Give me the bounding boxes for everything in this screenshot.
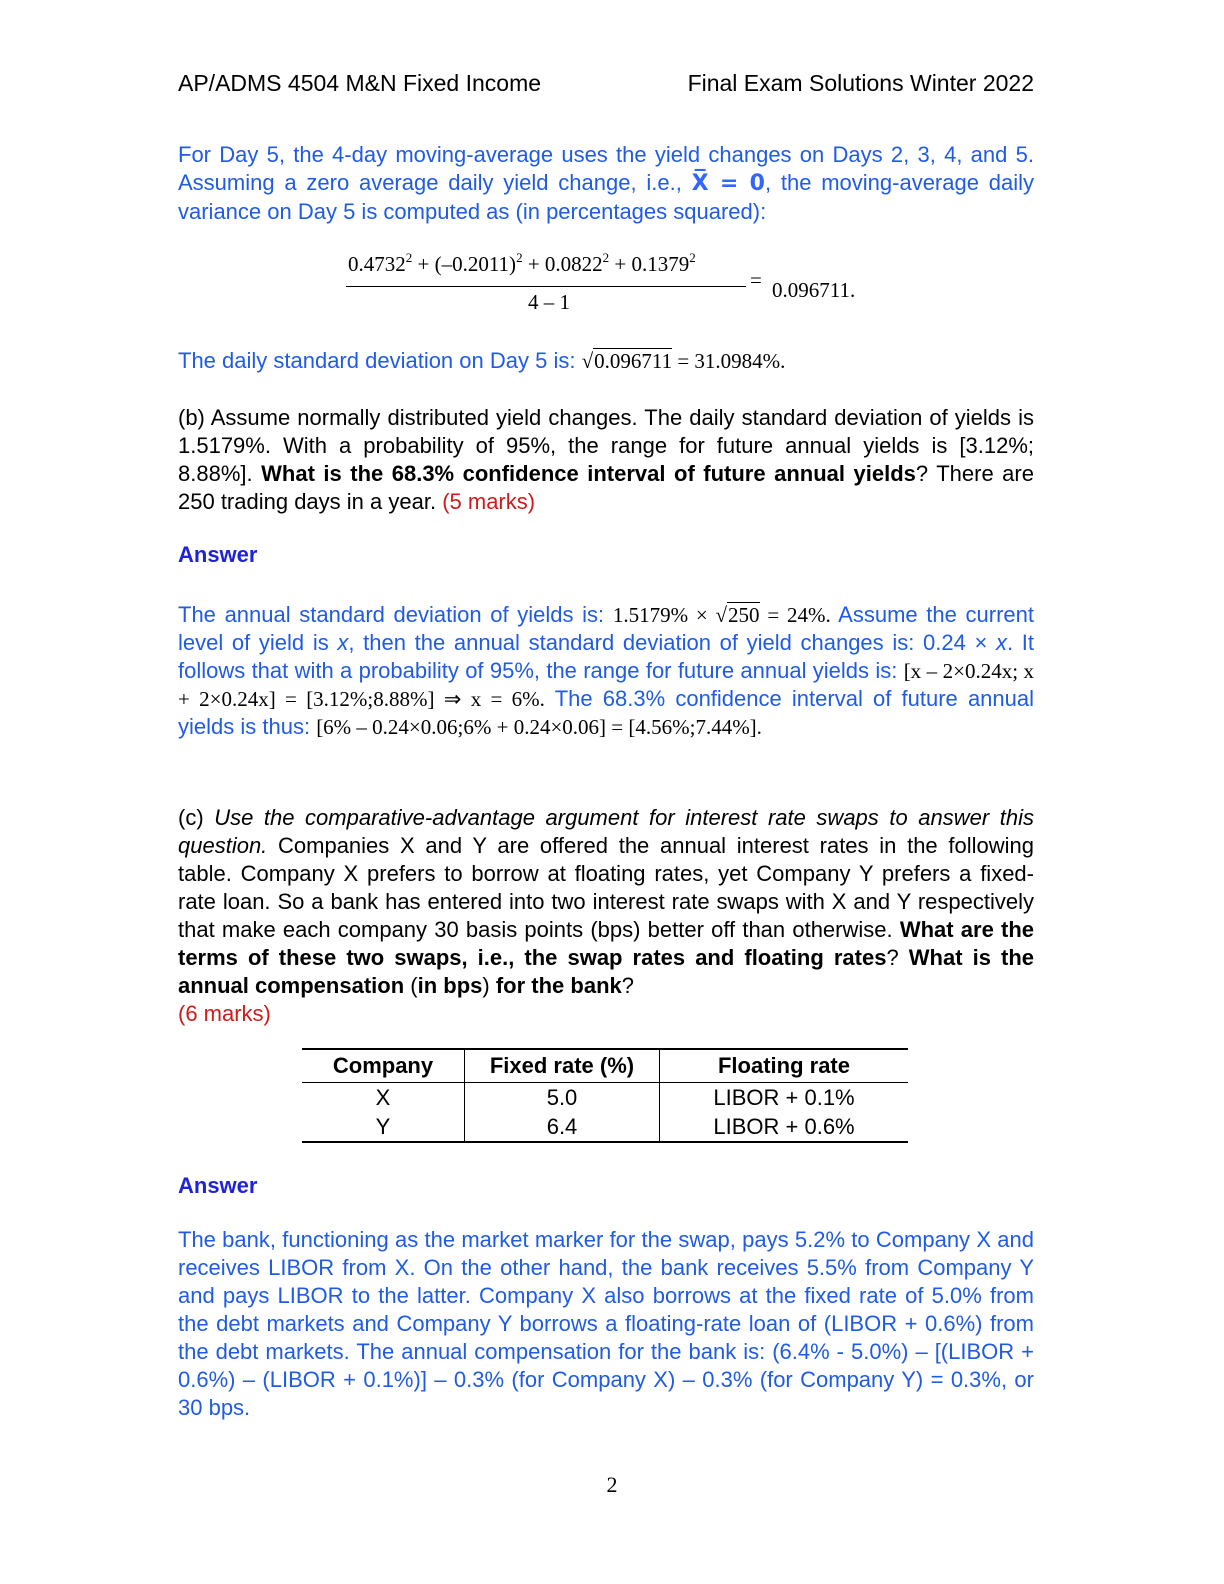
moving-average-text-end: , the moving-average daily variance on Day 5 is computed as (in percentages squared): (178, 170, 1034, 224)
answer-heading-c: Answer (178, 1173, 258, 1198)
question-c: (c) Use the comparative-advantage argument for interest rate swaps to answer this question. Companies X and Y are offered the annual interest rates in the following table. Company X prefers to borrow at floating rates, yet Company Y prefers a fixed-rate loan. So a bank has entered into two interest rate swaps with X and Y respectively that make each company 30 basis points (bps) better off than otherwise. What are the terms of these two swaps, i.e., the swap rates and floating rates? What is the annual compensation (in bps) for the bank? (6 marks) (178, 805, 1035, 1026)
question-b (178, 404, 1034, 516)
fraction-bar (346, 286, 746, 287)
table-header-row (302, 1049, 908, 1083)
question-b-bold: What is the 68.3% confidence interval of future annual yields (261, 461, 916, 486)
table-row: Y 6.4 LIBOR + 0.6% (302, 1112, 908, 1142)
header-course: AP/ADMS 4504 M&N Fixed Income (178, 70, 542, 96)
zero-mean-symbol: X̅ = 0 (691, 171, 765, 196)
formula-numerator: $0.4732^2 + (-0.2011)^2 + 0.0822^2 + 0.1379^2$ (348, 250, 696, 276)
range-math: [x – 2×0.24x; x + 2×0.24x] = [3.12%;8.88%] ⇒ x = 6%. (178, 659, 1034, 711)
question-b-text-end: ? There are 250 trading days in a year. (178, 461, 1034, 514)
col-fixed-rate: Fixed rate (%) (465, 1049, 660, 1083)
page-number: 2 (606, 1472, 618, 1497)
daily-std-text: The daily standard deviation on Day 5 is: (178, 348, 576, 373)
answer-b-paragraph: The annual standard deviation of yields is: 1.5179% × √250 = 24%. Assume the current level of yield is x, then the annual standard deviation of yield changes is: 0.24 × x. It follows that with a probability of 95%, the range for future annual yields is: [x – 2×0.24x; x + 2×0.24x] = [3.12%;8.88%] ⇒ x = 6%. The 68.3% confidence interval of future annual yields is thus: [6% – 0.24×0.06;6% + 0.24×0.06] = [4.56%;7.44%]. (178, 602, 1035, 739)
page-header (178, 70, 1034, 97)
header-exam: Final Exam Solutions Winter 2022 (687, 70, 1034, 96)
rates-table (302, 1048, 908, 1143)
daily-std-math: √0.096711 = 31.0984%. (581, 349, 786, 373)
moving-average-text: For Day 5, the 4-day moving-average uses the yield changes on Days 2, 3, 4, and 5. Assuming a zero average daily yield change, i.e., (178, 142, 1034, 195)
question-b-marks: (5 marks) (442, 489, 536, 514)
col-floating-rate: Floating rate (660, 1049, 909, 1083)
question-c-marks: (6 marks) (178, 1001, 271, 1026)
interval-math: [6% – 0.24×0.06;6% + 0.24×0.06] = [4.56%;7.44%]. (316, 715, 762, 739)
daily-std-paragraph (178, 347, 1034, 375)
answer-heading-b: Answer (178, 542, 258, 567)
question-b-text: (b) Assume normally distributed yield changes. The daily standard deviation of yields is 1.5179%. With a probability of 95%, the range for future annual yields is [3.12%; 8.88%]. (178, 405, 1034, 486)
moving-average-paragraph (178, 141, 1034, 226)
table-row: X 5.0 LIBOR + 0.1% (302, 1083, 908, 1113)
variance-formula (344, 246, 884, 316)
formula-result: 0.096711. (772, 278, 856, 302)
formula-equals: = (750, 268, 762, 292)
col-company: Company (302, 1049, 465, 1083)
formula-denominator: 4 – 1 (528, 290, 570, 314)
answer-c-paragraph: The bank, functioning as the market marker for the swap, pays 5.2% to Company X and receives LIBOR from X. On the other hand, the bank receives 5.5% from Company Y and pays LIBOR to the latter. Company X also borrows at the fixed rate of 5.0% from the debt markets and Company Y borrows a floating-rate loan of (LIBOR + 0.6%) from the debt markets. The annual compensation for the bank is: (6.4% - 5.0%) – [(LIBOR + 0.6%) – (LIBOR + 0.1%)] – 0.3% (for Company X) – 0.3% (for Company Y) = 0.3%, or 30 bps. (178, 1227, 1034, 1420)
